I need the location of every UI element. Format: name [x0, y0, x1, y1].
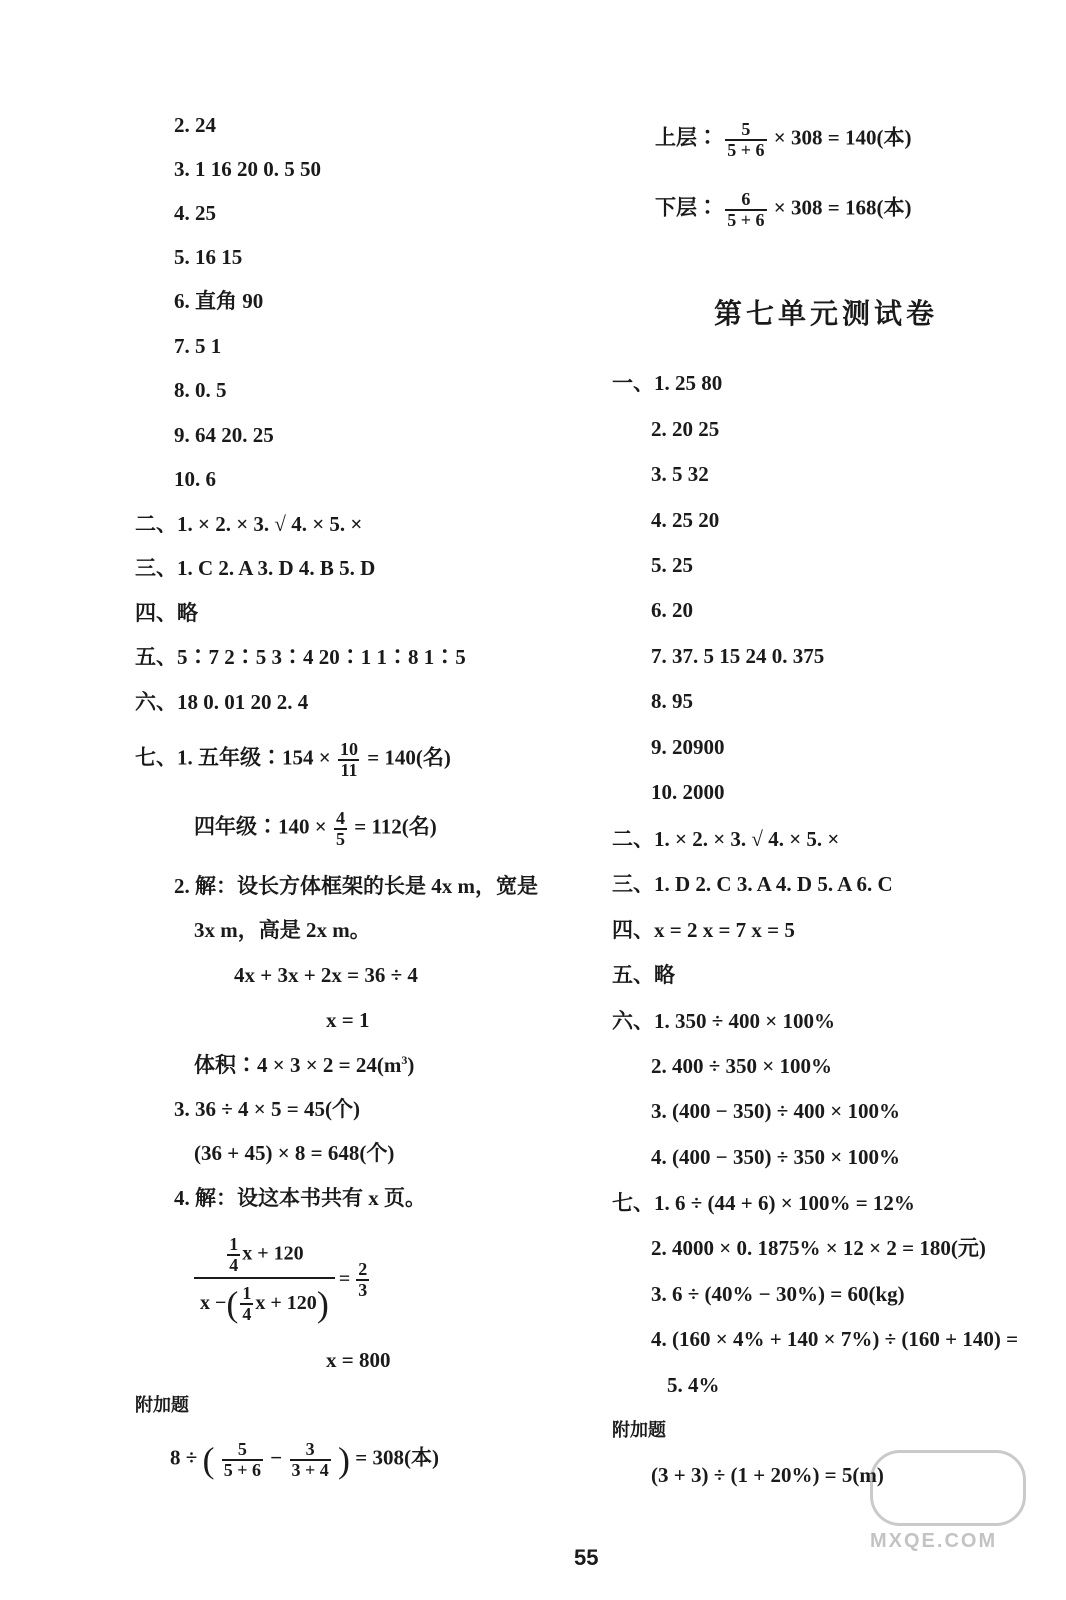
section-answer: 一、1. 25 80 — [612, 371, 723, 395]
equation-line: x = 1 — [326, 1008, 370, 1032]
equation-line: 下层∶ $\frac{6}{5 + 6}$ × 308 = 168(本) — [655, 189, 912, 230]
answer-line: 7. 37. 5 15 24 0. 375 — [651, 644, 825, 668]
section-answer: 二、1. × 2. × 3. √ 4. × 5. × — [135, 512, 363, 536]
answer-line: 4. 25 20 — [651, 508, 720, 532]
section-title: 第七单元测试卷 — [714, 297, 939, 330]
section-answer: 六、1. 350 ÷ 400 × 100% — [612, 1009, 835, 1033]
section-answer: 六、18 0. 01 20 2. 4 — [135, 690, 309, 714]
section-answer: 二、1. × 2. × 3. √ 4. × 5. × — [612, 827, 840, 851]
complex-fraction-equation: $\frac{1}{4}$ x + 120 x − ( 1 4 x + 120 ) = $\frac{2}{3}$ — [194, 1235, 371, 1325]
answer-line: 5. 4% — [667, 1373, 720, 1397]
page-number: 55 — [574, 1545, 599, 1570]
answer-line: 4. 25 — [174, 201, 216, 225]
answer-line: 3. 1 16 20 0. 5 50 — [174, 157, 321, 181]
equation-line: 体积∶4 × $3 \times 2 = 24(m^3)$ — [194, 1053, 415, 1077]
fraction: $\frac{10}{11}$ — [339, 739, 358, 780]
fraction: $\frac{4}{5}$ — [335, 808, 345, 849]
fraction: $\frac{2}{3}$ — [358, 1259, 368, 1300]
section-answer: 四、略 — [135, 601, 198, 625]
answer-line: 2. 24 — [174, 113, 216, 137]
answer-line: 3x m，高是 2x m。 — [194, 918, 371, 942]
section-answer: 五、略 — [612, 963, 675, 987]
section-answer: 五、5∶7 2∶5 3∶4 20∶1 1∶8 1∶5 — [135, 645, 466, 669]
watermark-logo: MXQE.COM — [870, 1450, 1030, 1560]
extra-title: 附加题 — [135, 1395, 189, 1416]
equation-line: 七、1. 五年级∶154 × $\frac{10}{11}$ = 140(名) — [135, 739, 451, 780]
equation-line: 4x + 3x + 2x = 36 ÷ 4 — [234, 963, 418, 987]
answer-line: 3. 6 ÷ (40% − 30%) = 60(kg) — [651, 1282, 905, 1306]
section-answer: 三、1. C 2. A 3. D 4. B 5. D — [135, 556, 376, 580]
answer-line: 10. 2000 — [651, 780, 725, 804]
answer-line: 5. 16 15 — [174, 245, 243, 269]
answer-line: 2. 解：设长方体框架的长是 4x m，宽是 — [174, 874, 538, 898]
numerator: $\frac{1}{4}$ x + 120 — [229, 1234, 304, 1275]
denominator: x − ( 1 4 x + 120 ) — [194, 1277, 335, 1325]
answer-line: 3. (400 − 350) ÷ 400 × 100% — [651, 1099, 900, 1123]
section-answer: 四、x = 2 x = 7 x = 5 — [612, 918, 795, 942]
answer-line: 10. 6 — [174, 467, 216, 491]
answer-line: 9. 20900 — [651, 735, 725, 759]
answer-line: 3. 5 32 — [651, 462, 709, 486]
equation-line: 四年级∶140 × $\frac{4}{5}$ = 112(名) — [194, 808, 437, 849]
equation-line: x = 800 — [326, 1348, 391, 1372]
answer-line: (3 + 3) ÷ (1 + 20%) = 5(m) — [651, 1463, 884, 1487]
answer-line: 4. 解：设这本书共有 x 页。 — [174, 1186, 426, 1210]
equation-line: 8 ÷ ( $\frac{5}{5 + 6}$ − $\frac{3}{3 + 4}$ ) = 308(本) — [170, 1439, 439, 1480]
answer-line: 8. 0. 5 — [174, 378, 227, 402]
answer-line: 2. 400 ÷ 350 × 100% — [651, 1054, 832, 1078]
answer-line: 6. 直角 90 — [174, 289, 264, 313]
extra-title: 附加题 — [612, 1420, 666, 1441]
equation-line: 上层∶ $\frac{5}{5 + 6}$ × 308 = 140(本) — [655, 119, 912, 160]
answer-line: 7. 5 1 — [174, 334, 222, 358]
answer-line: 5. 25 — [651, 553, 693, 577]
answer-line: 8. 95 — [651, 689, 693, 713]
answer-line: 2. 20 25 — [651, 417, 720, 441]
answer-line: 3. 36 ÷ 4 × 5 = 45(个) — [174, 1097, 360, 1121]
section-answer: 七、1. 6 ÷ (44 + 6) × 100% = 12% — [612, 1191, 915, 1215]
answer-line: (36 + 45) × 8 = 648(个) — [194, 1141, 395, 1165]
answer-line: 4. (160 × 4% + 140 × 7%) ÷ (160 + 140) = — [651, 1327, 1019, 1351]
answer-line: 2. 4000 × 0. 1875% × 12 × 2 = 180(元) — [651, 1236, 986, 1260]
answer-line: 9. 64 20. 25 — [174, 423, 274, 447]
section-answer: 三、1. D 2. C 3. A 4. D 5. A 6. C — [612, 872, 893, 896]
answer-line: 4. (400 − 350) ÷ 350 × 100% — [651, 1145, 900, 1169]
answer-line: 6. 20 — [651, 598, 693, 622]
